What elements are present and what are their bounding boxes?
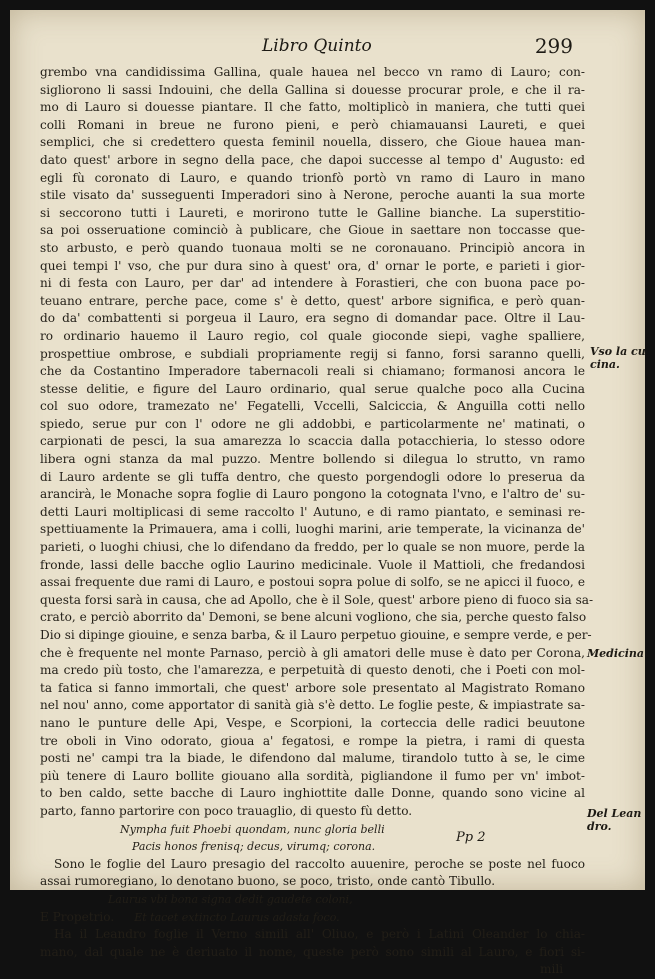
text-line: stesse delitie, e figure del Lauro ordinario, qual serue qualche poco alla Cucina [40,381,585,396]
text-line: prospettiue ombrose, e subdiali propriamente regij si fanno, forsi saranno quelli, [40,346,585,361]
margin-note-medicina: Medicina [587,647,645,660]
text-line: detti Lauri moltiplicasi di seme raccolto l' Autuno, e di ramo piantato, e seminasi re- [40,504,585,519]
text-line: dato quest' arbore in segno della pace, che dapoi successe al tempo d' Augusto: ed [40,152,585,167]
page-header [10,36,645,60]
text-line: mili [540,962,564,977]
text-line: parieti, o luoghi chiusi, che lo difendano da freddo, per lo quale se non muore, perde la [40,540,585,555]
verse-line: Laurus vbi bona signa dedit gaudete coloni, [108,892,353,906]
text-line: colli Romani in breue ne furono pieni, e però chiamauansi Laureti, e quei [40,117,585,132]
text-line: ni di festa con Lauro, per dar' ad intendere à Forastieri, che con buona pace po- [40,276,585,291]
text-line: quei tempi l' vso, che pur dura sino à quest' ora, d' ornar le porte, e parieti i gior- [40,258,585,273]
text-line: mo di Lauro si douesse piantare. Il che fatto, moltiplicò in maniera, che tutti quei [40,100,585,115]
text-line: arancirà, le Monache sopra foglie di Lauro pongono la cotognata l'vno, e l'altro de' su- [40,487,585,502]
text-line: semplici, che si credettero questa feminil nouella, dissero, che Gioue hauea man- [40,135,585,150]
margin-note-cucina: Vso la cu cina. [590,345,646,371]
book-page [10,10,646,977]
text-line: ma credo più tosto, che l'amarezza, e perpetuità di questo denoti, che i Poeti con mol- [40,663,585,678]
verse-line: Et tacet extincto Laurus adasta foco. [134,910,340,924]
signature-mark: Pp 2 [456,830,486,845]
text-line: Ha il Leandro foglie il Verno simili all' Oliuo, e però i Latini Oleander lo chia- [54,927,585,942]
text-line: grembo vna candidissima Gallina, quale hauea nel becco vn ramo di Lauro; con- [40,65,585,79]
text-line: posti ne' campi tra la biade, le difendono dal malume, tirandolo tutto à se, le cime [40,751,585,766]
body-text [40,64,594,979]
text-line: sto arbusto, e però quando tuonaua molti se ne coronauano. Principiò ancora in [40,240,585,255]
text-line: che è frequente nel monte Parnaso, perciò à gli amatori delle muse è dato per Corona, [40,645,585,660]
margin-note-oleander: Del Lean dro. [587,807,642,833]
text-line: spettiuamente la Primauera, ama i colli, luoghi marini, arie temperate, la vicinanza de' [40,522,585,537]
propertius-label: E Propetrio. [40,909,115,924]
text-line: carpionati de pesci, la sua amarezza lo scaccia dalla potacchieria, lo stesso odore [40,434,585,449]
text-line: do da' combattenti si porgeua il Lauro, era segno di domandar pace. Oltre il Lau- [40,311,585,326]
text-line: fronde, lassi delle bacche oglio Laurino medicinale. Vuole il Mattioli, che fredandosi [40,557,585,572]
text-line: nano le punture delle Api, Vespe, e Scorpioni, la corteccia delle radici beuutone [40,715,585,730]
text-line: egli fù coronato di Lauro, e quando trionfò portò vn ramo di Lauro in mano [40,170,585,185]
text-line: parto, fanno partorire con poco trauaglio, di questo fù detto. [40,803,413,818]
text-line: che da Costantino Imperadore tabernacoli reali si chiamano; formanosi ancora le [40,364,585,379]
text-line: più tenere di Lauro bollite giouano alla sordità, pigliandone il fumo per vn' imbot- [40,768,585,783]
text-line: si seccorono tutti i Laureti, e morirono tutte le Galline bianche. La superstitio- [40,205,585,220]
propertius-line [40,909,585,927]
text-line: to ben caldo, sette bacche di Lauro inghiottite dalle Donne, quando sono vicine al [40,786,585,801]
verse-line: Nympha fuit Phoebi quondam, nunc gloria belli [120,822,385,836]
page-number: 299 [534,34,573,58]
text-line: mano, dal quale ne è deriuato il nome, queste però sono simili al Lauro, e fiori si- [40,944,585,959]
text-line: sigliorono li sassi Indouini, che della Gallina si douesse procurar prole, e che il ra- [40,82,585,97]
text-line: spiedo, serue pur con l' odore ne gli addobbi, e particolarmente ne' matinati, o [40,416,585,431]
text-line: nel nou' anno, come apportator di sanità già s'è detto. Le foglie peste, & impiastrate sa- [40,698,585,713]
text-line: sa poi osseruatione cominciò à publicare, che Gioue in saettare non toccasse que- [40,223,585,238]
text-line: teuano entrare, perche pace, come s' è detto, quest' arbore significa, e però quan- [40,293,585,308]
text-line: ta fatica si fanno immortali, che quest' arbore sole presentato al Magistrato Romano [40,680,585,695]
text-line: crato, e perciò aborrito da' Demoni, se bene alcuni vogliono, che sia, perche questo falso [40,610,587,625]
text-line: Sono le foglie del Lauro presagio del raccolto auuenire, peroche se poste nel fuoco [54,856,585,871]
text-line: questa forsi sarà in causa, che ad Apollo, che è il Sole, quest' arbore pieno di fuoco sia sa- [40,592,594,607]
text-line: assai frequente due rami di Lauro, e postoui sopra polue di solfo, se ne apicci il fuoco, e [40,575,585,590]
text-line: col suo odore, tramezato ne' Fegatelli, Vccelli, Salciccia, & Anguilla cotti nello [40,399,585,414]
text-line: assai rumoregiano, lo denotano buono, se poco, tristo, onde cantò Tibullo. [40,874,496,889]
verse-line: Pacis honos frenisq; decus, virumq; corona. [132,840,376,854]
text-line: libera ogni stanza da mal puzzo. Mentre bollendo si dilegua lo strutto, vn ramo [40,452,585,467]
running-title: Libro Quinto [262,36,372,56]
text-line: Dio si dipinge giouine, e senza barba, & il Lauro perpetuo giouine, e sempre verde, e per- [40,628,592,642]
text-line: stile visato da' susseguenti Imperadori sino à Nerone, peroche auanti la sua morte [40,188,585,203]
text-line: tre oboli in Vino odorato, gioua a' fegatosi, e rompe la pietra, i rami di questa [40,733,585,748]
text-line: di Lauro ardente se gli tuffa dentro, che questo porgendogli odore lo preserua da [40,469,585,484]
text-line: ro ordinario hauemo il Lauro regio, col quale gioconde siepi, vaghe spalliere, [40,328,585,343]
